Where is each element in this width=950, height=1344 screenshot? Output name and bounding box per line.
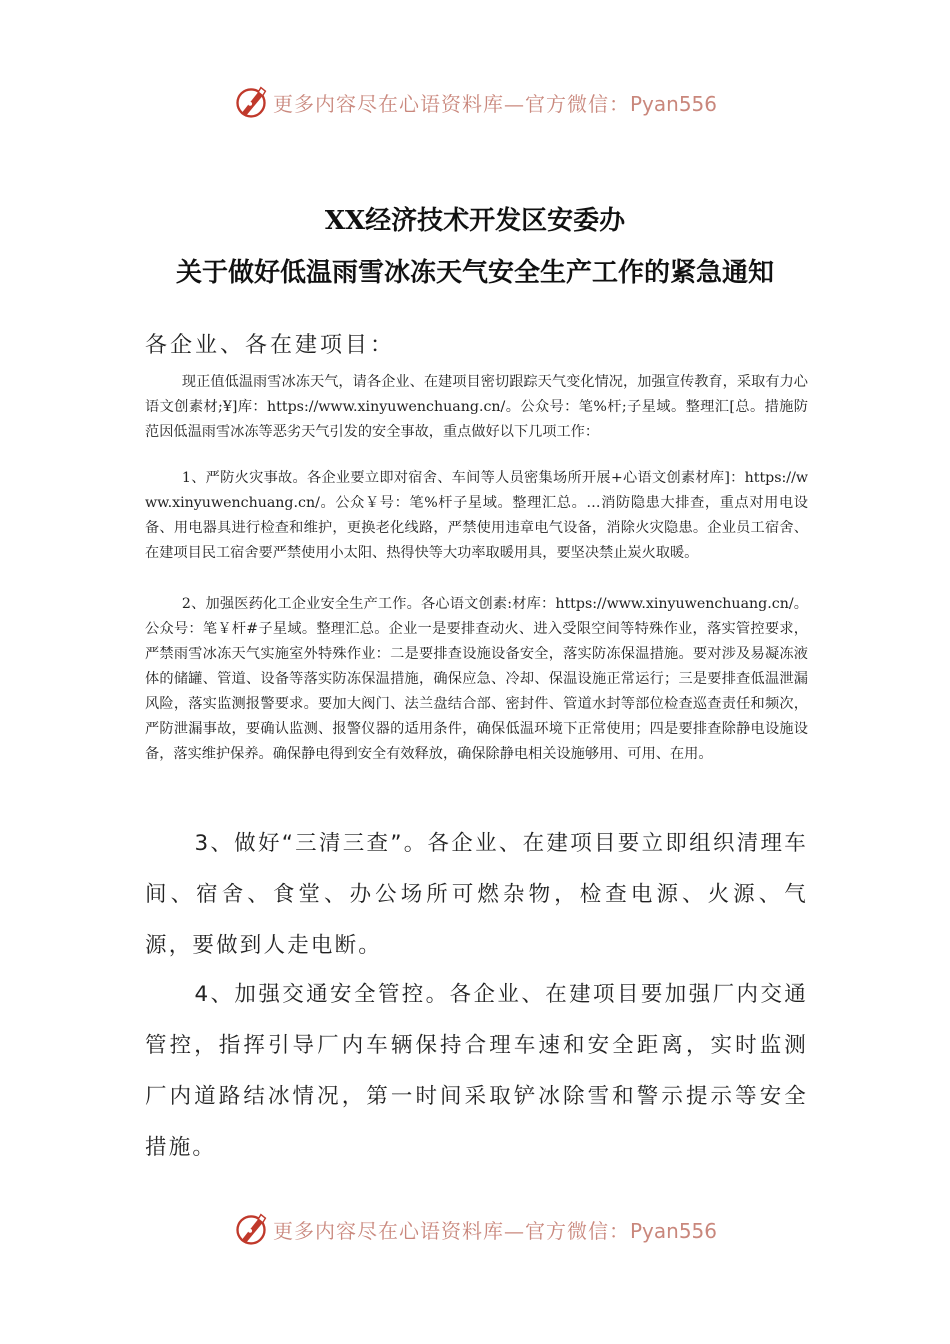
paragraph-item-4: 4、加强交通安全管控。各企业、在建项目要加强厂内交通管控，指挥引导厂内车辆保持合理车速和安全距离，实时监测厂内道路结冰情况，第一时间采取铲冰除雪和警示提示等安全措施。 bbox=[145, 982, 808, 1160]
footer-watermark bbox=[0, 1207, 950, 1251]
header-watermark bbox=[0, 80, 950, 124]
salutation: 各企业、各在建项目： bbox=[145, 333, 396, 358]
pen-nib-logo-icon bbox=[233, 1211, 269, 1247]
paragraph-intro: 现正值低温雨雪冰冻天气，请各企业、在建项目密切跟踪天气变化情况，加强宣传教育，采取有力心语文创素材;¥]库：https://www.xinyuwenchuang.cn/。公众号：笔%杆;子星域。整理汇[总。措施防范因低温雨雪冰冻等恶劣天气引发的安全事故，重点做好以下几项工作： bbox=[145, 374, 808, 440]
paragraph-item-2: 2、加强医药化工企业安全生产工作。各心语文创素:材库：https://www.xinyuwenchuang.cn/。公众号：笔￥杆#子星域。整理汇总。企业一是要排查动火、进入受限空间等特殊作业，落实管控要求，严禁雨雪冰冻天气实施室外特殊作业：二是要排查设施设备安全，落实防冻保温措施。要对涉及易凝冻液体的储罐、管道、设备等落实防冻保温措施，确保应急、冷却、保温设施正常运行；三是要排查低温泄漏风险，落实监测报警要求。要加大阀门、法兰盘结合部、密封件、管道水封等部位检查巡查责任和频次，严防泄漏事故，要确认监测、报警仪器的适用条件，确保低温环境下正常使用；四是要排查除静电设施设备，落实维护保养。确保静电得到安全有效释放，确保除静电相关设施够用、可用、在用。 bbox=[145, 596, 808, 762]
pen-nib-logo-icon bbox=[233, 84, 269, 120]
paragraph-item-1: 1、严防火灾事故。各企业要立即对宿舍、车间等人员密集场所开展+心语文创素材库]：https://www.xinyuwenchuang.cn/。公众￥号：笔%杆子星域。整理汇总。…消防隐患大排查，重点对用电设备、用电器具进行检查和维护，更换老化线路，严禁使用违章电气设备，消除火灾隐患。企业员工宿舍、在建项目民工宿舍要严禁使用小太阳、热得快等大功率取暖用具，要坚决禁止炭火取暖。 bbox=[145, 470, 808, 561]
watermark-text: 更多内容尽在心语资料库—官方微信：Pyan556 bbox=[272, 91, 717, 116]
paragraph-item-3: 3、做好“三清三查”。各企业、在建项目要立即组织清理车间、宿舍、食堂、办公场所可燃杂物，检查电源、火源、气源，要做到人走电断。 bbox=[145, 831, 808, 958]
document-title-line-2: 关于做好低温雨雪冰冻天气安全生产工作的紧急通知 bbox=[175, 258, 774, 288]
document-title-line-1: XX经济技术开发区安委办 bbox=[324, 206, 626, 236]
watermark-text: 更多内容尽在心语资料库—官方微信：Pyan556 bbox=[272, 1218, 717, 1243]
